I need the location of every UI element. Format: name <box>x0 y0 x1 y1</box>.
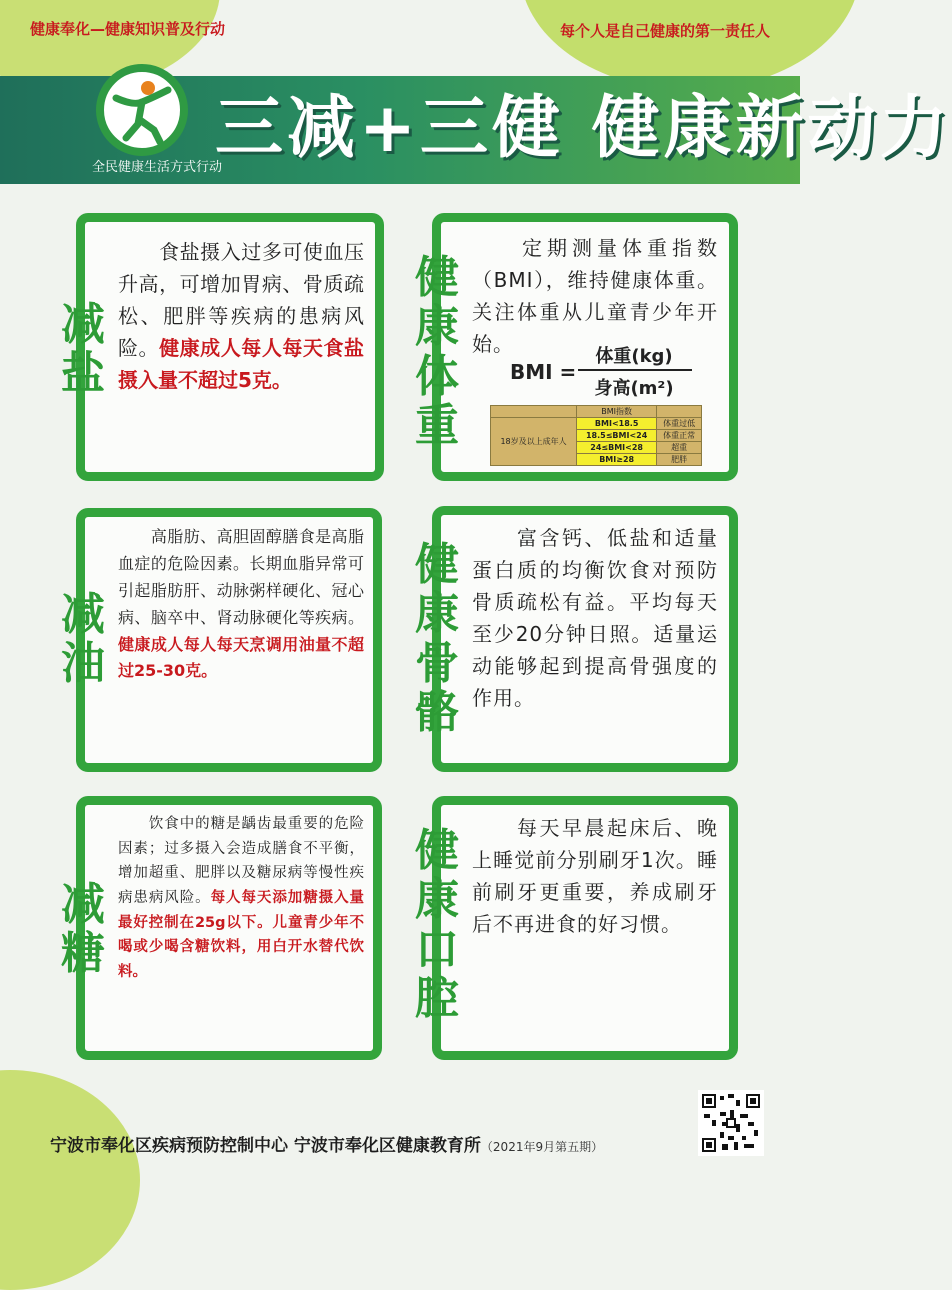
weight-label: 健康体重 <box>415 252 459 451</box>
logo-caption: 全民健康生活方式行动 <box>91 160 222 175</box>
bmi-table-range: 18.5≤BMI<24 <box>577 430 657 442</box>
campaign-slogan: 健康奉化—健康知识普及行动 <box>30 20 226 38</box>
bmi-table-header: BMI指数 <box>577 406 657 418</box>
bmi-formula-numerator: 体重(kg) <box>595 346 673 367</box>
oral-text: 每天早晨起床后、晚上睡觉前分别刷牙1次。睡前刷牙更重要，养成刷牙后不再进食的好习惯。 <box>472 816 718 936</box>
qr-code-pattern <box>700 1092 762 1154</box>
bmi-table-group: 18岁及以上成年人 <box>491 418 577 466</box>
bmi-table-category: 体重正常 <box>657 430 702 442</box>
salt-highlight: 健康成人每人每天食盐摄入量不超过5克。 <box>118 336 365 392</box>
responsibility-slogan: 每个人是自己健康的第一责任人 <box>559 22 770 40</box>
page-title: 三减+三健 健康新动力 <box>215 89 952 168</box>
bmi-formula-denominator: 身高(m²) <box>594 378 674 399</box>
sugar-highlight: 每人每天添加糖摄入量最好控制在25g以下。儿童青少年不喝或少喝含糖饮料，用白开水替代饮料。 <box>118 889 365 980</box>
oil-label: 减油 <box>61 589 105 690</box>
bmi-table-category: 超重 <box>657 442 702 454</box>
salt-text <box>118 236 364 396</box>
bmi-table-corner <box>491 406 577 418</box>
oil-highlight: 健康成人每人每天烹调用油量不超过25-30克。 <box>118 634 364 681</box>
weight-text: 定期测量体重指数（BMI），维持健康体重。关注体重从儿童青少年开始。 <box>472 236 718 356</box>
sugar-label: 减糖 <box>61 879 105 980</box>
bmi-table-category: 肥胖 <box>657 454 702 466</box>
bmi-formula <box>510 342 710 402</box>
bmi-fraction-bar <box>578 369 692 371</box>
footer-organizations <box>50 1131 603 1156</box>
oil-text <box>118 524 364 685</box>
qr-code-icon[interactable] <box>698 1090 764 1156</box>
running-person-icon <box>104 72 180 148</box>
bmi-formula-lhs: BMI = <box>510 360 577 384</box>
decor-blob-bottom-left <box>0 1070 140 1290</box>
bmi-table-range: 24≤BMI<28 <box>577 442 657 454</box>
bmi-table-range: BMI≥28 <box>577 454 657 466</box>
salt-body: 食盐摄入过多可使血压升高，可增加胃病、骨质疏松、肥胖等疾病的患病风险。 <box>118 240 364 360</box>
footer-org-names: 宁波市奉化区疾病预防控制中心 宁波市奉化区健康教育所 <box>50 1136 481 1156</box>
footer-issue-date: （2021年9月第五期） <box>480 1140 604 1154</box>
oral-label: 健康口腔 <box>415 825 459 1024</box>
bmi-table-category: 体重过低 <box>657 418 702 430</box>
campaign-logo <box>80 50 220 178</box>
bmi-table-range: BMI<18.5 <box>577 418 657 430</box>
logo-ring-icon <box>96 64 188 156</box>
sugar-text <box>118 812 364 984</box>
sugar-body: 饮食中的糖是龋齿最重要的危险因素；过多摄入会造成膳食不平衡，增加超重、肥胖以及糖尿病等慢性疾病患病风险。 <box>118 816 364 906</box>
oil-body: 高脂肪、高胆固醇膳食是高脂血症的危险因素。长期血脂异常可引起脂肪肝、动脉粥样硬化、冠心病、脑卒中、肾动脉硬化等疾病。 <box>118 527 364 627</box>
bmi-table-corner <box>657 406 702 418</box>
bone-text: 富含钙、低盐和适量蛋白质的均衡饮食对预防骨质疏松有益。平均每天至少20分钟日照。适量运动能够起到提高骨强度的作用。 <box>472 526 718 710</box>
salt-label: 减盐 <box>61 299 105 400</box>
bone-label: 健康骨骼 <box>415 539 459 738</box>
bmi-table <box>490 405 702 466</box>
